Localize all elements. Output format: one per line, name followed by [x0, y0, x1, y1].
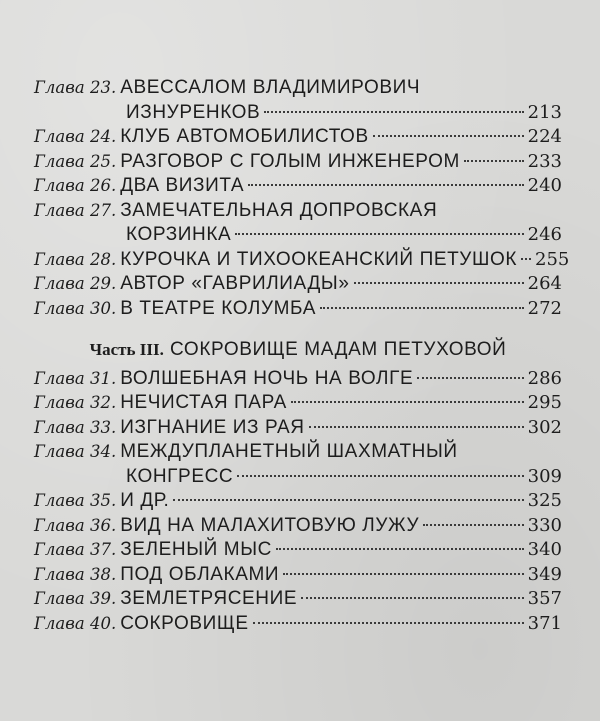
toc-entry[interactable]	[34, 297, 562, 322]
chapter-label: Глава 37.	[34, 540, 117, 559]
toc-entry-line	[34, 223, 562, 248]
page-number: 240	[527, 175, 562, 196]
chapter-title: КЛУБ АВТОМОБИЛИСТОВ	[120, 126, 369, 147]
dot-leader	[264, 111, 523, 113]
dot-leader	[237, 475, 523, 477]
page-number: 286	[527, 367, 562, 389]
part-heading	[34, 337, 562, 363]
toc-entry-line	[34, 538, 562, 563]
chapter-label: Глава 31.	[34, 368, 117, 388]
toc-entry[interactable]	[34, 440, 562, 489]
dot-leader	[423, 524, 523, 526]
dot-leader	[283, 573, 523, 575]
chapter-label: Глава 36.	[34, 515, 117, 535]
chapter-label: Глава 33.	[34, 417, 117, 437]
dot-leader	[248, 184, 523, 186]
dot-leader	[417, 377, 523, 379]
dot-leader	[309, 426, 524, 428]
dot-leader	[521, 258, 531, 260]
dot-leader	[320, 307, 524, 309]
chapter-title: ЗЕЛЕНЫЙ МЫС	[120, 539, 272, 560]
toc-entry[interactable]	[34, 272, 562, 297]
chapter-title: СОКРОВИЩЕ	[120, 612, 249, 634]
page-number: 309	[527, 465, 562, 487]
toc-entry-line	[34, 76, 562, 101]
toc-entry[interactable]	[34, 587, 562, 612]
chapter-label: Глава 34.	[34, 442, 117, 461]
toc-entry[interactable]	[34, 150, 562, 175]
chapter-label: Глава 26.	[34, 176, 117, 195]
chapter-title: КОНГРЕСС	[126, 465, 234, 487]
chapter-label: Глава 40.	[34, 613, 117, 633]
toc-entry[interactable]	[34, 125, 562, 150]
page-number: 272	[527, 297, 562, 319]
chapter-label: Глава 24.	[34, 127, 117, 146]
chapter-label: Глава 32.	[34, 393, 117, 412]
page-number: 233	[527, 150, 562, 172]
dot-leader	[276, 548, 524, 550]
dot-leader	[301, 597, 523, 599]
chapter-title: ИЗНУРЕНКОВ	[126, 101, 261, 123]
toc-entry-line	[34, 489, 562, 514]
chapter-label: Глава 27.	[34, 200, 117, 220]
page-number: 213	[527, 101, 562, 123]
toc-entry[interactable]	[34, 612, 562, 637]
page-number: 264	[527, 273, 562, 294]
chapter-title: ВОЛШЕБНАЯ НОЧЬ НА ВОЛГЕ	[120, 367, 414, 389]
toc-entry[interactable]	[34, 416, 562, 441]
page-number: 246	[527, 224, 562, 245]
page-number: 357	[527, 588, 562, 609]
chapter-title: КОРЗИНКА	[126, 224, 232, 245]
toc-section-part3	[34, 367, 562, 637]
toc-entry-line	[34, 465, 562, 490]
toc-entry[interactable]	[34, 391, 562, 416]
chapter-title: РАЗГОВОР С ГОЛЫМ ИНЖЕНЕРОМ	[120, 150, 460, 172]
chapter-title: ВИД НА МАЛАХИТОВУЮ ЛУЖУ	[120, 514, 420, 536]
dot-leader	[253, 622, 524, 624]
chapter-title: КУРОЧКА И ТИХООКЕАНСКИЙ ПЕТУШОК	[120, 248, 518, 270]
toc-entry-line	[34, 125, 562, 150]
chapter-label: Глава 35.	[34, 491, 117, 510]
chapter-title: ИЗГНАНИЕ ИЗ РАЯ	[120, 416, 305, 438]
page-number: 340	[527, 539, 562, 560]
toc-entry[interactable]	[34, 538, 562, 563]
toc-entry-line	[34, 297, 562, 322]
page-number: 295	[527, 392, 562, 413]
toc-entry[interactable]	[34, 199, 562, 248]
toc-entry-line	[34, 391, 562, 416]
toc-entry-line	[34, 174, 562, 199]
page-number: 330	[527, 514, 562, 536]
chapter-title: АВЕССАЛОМ ВЛАДИМИРОВИЧ	[120, 77, 421, 98]
toc-entry-line	[34, 563, 562, 588]
toc-entry-line	[34, 248, 570, 273]
part-title: СОКРОВИЩЕ МАДАМ ПЕТУХОВОЙ	[170, 339, 507, 360]
chapter-label: Глава 28.	[34, 249, 117, 269]
chapter-title: ЗАМЕЧАТЕЛЬНАЯ ДОПРОВСКАЯ	[120, 199, 438, 221]
toc-entry[interactable]	[34, 367, 562, 392]
toc-entry-line	[34, 612, 562, 637]
toc-entry-line	[34, 587, 562, 612]
toc-entry[interactable]	[34, 563, 562, 588]
chapter-label: Глава 29.	[34, 274, 117, 293]
toc-entry-line	[34, 150, 562, 175]
page-number: 349	[527, 563, 562, 585]
toc-entry-line	[34, 199, 562, 224]
toc-entry-line	[34, 440, 562, 465]
chapter-title: МЕЖДУПЛАНЕТНЫЙ ШАХМАТНЫЙ	[120, 441, 458, 462]
toc-entry-line	[34, 416, 562, 441]
part-label: Часть III.	[89, 340, 164, 359]
page-number: 302	[527, 416, 562, 438]
chapter-label: Глава 30.	[34, 298, 117, 318]
toc-entry-line	[34, 514, 562, 539]
toc-entry-line	[34, 101, 562, 126]
table-of-contents	[34, 76, 570, 636]
dot-leader	[354, 282, 524, 284]
page-number: 255	[535, 248, 570, 270]
chapter-title: НЕЧИСТАЯ ПАРА	[120, 392, 287, 413]
toc-entry[interactable]	[34, 248, 570, 273]
chapter-label: Глава 38.	[34, 564, 117, 584]
chapter-label: Глава 23.	[34, 78, 117, 97]
page-number: 224	[527, 126, 562, 147]
chapter-title: АВТОР «ГАВРИЛИАДЫ»	[120, 273, 350, 294]
dot-leader	[173, 499, 523, 501]
page-number: 325	[527, 490, 562, 511]
dot-leader	[464, 160, 524, 162]
toc-entry[interactable]	[34, 76, 562, 125]
toc-entry[interactable]	[34, 174, 562, 199]
chapter-title: ЗЕМЛЕТРЯСЕНИЕ	[120, 588, 298, 609]
toc-entry-line	[34, 367, 562, 392]
chapter-title: ПОД ОБЛАКАМИ	[120, 563, 280, 585]
toc-entry[interactable]	[34, 489, 562, 514]
dot-leader	[373, 135, 524, 137]
page-number: 371	[527, 612, 562, 634]
chapter-label: Глава 25.	[34, 151, 117, 171]
chapter-label: Глава 39.	[34, 589, 117, 608]
dot-leader	[235, 233, 523, 235]
chapter-title: ДВА ВИЗИТА	[120, 175, 245, 196]
chapter-title: В ТЕАТРЕ КОЛУМБА	[120, 297, 316, 319]
toc-entry-line	[34, 272, 562, 297]
toc-section-part2	[34, 76, 570, 321]
chapter-title: И ДР.	[120, 490, 170, 511]
toc-entry[interactable]	[34, 514, 562, 539]
dot-leader	[291, 401, 524, 403]
